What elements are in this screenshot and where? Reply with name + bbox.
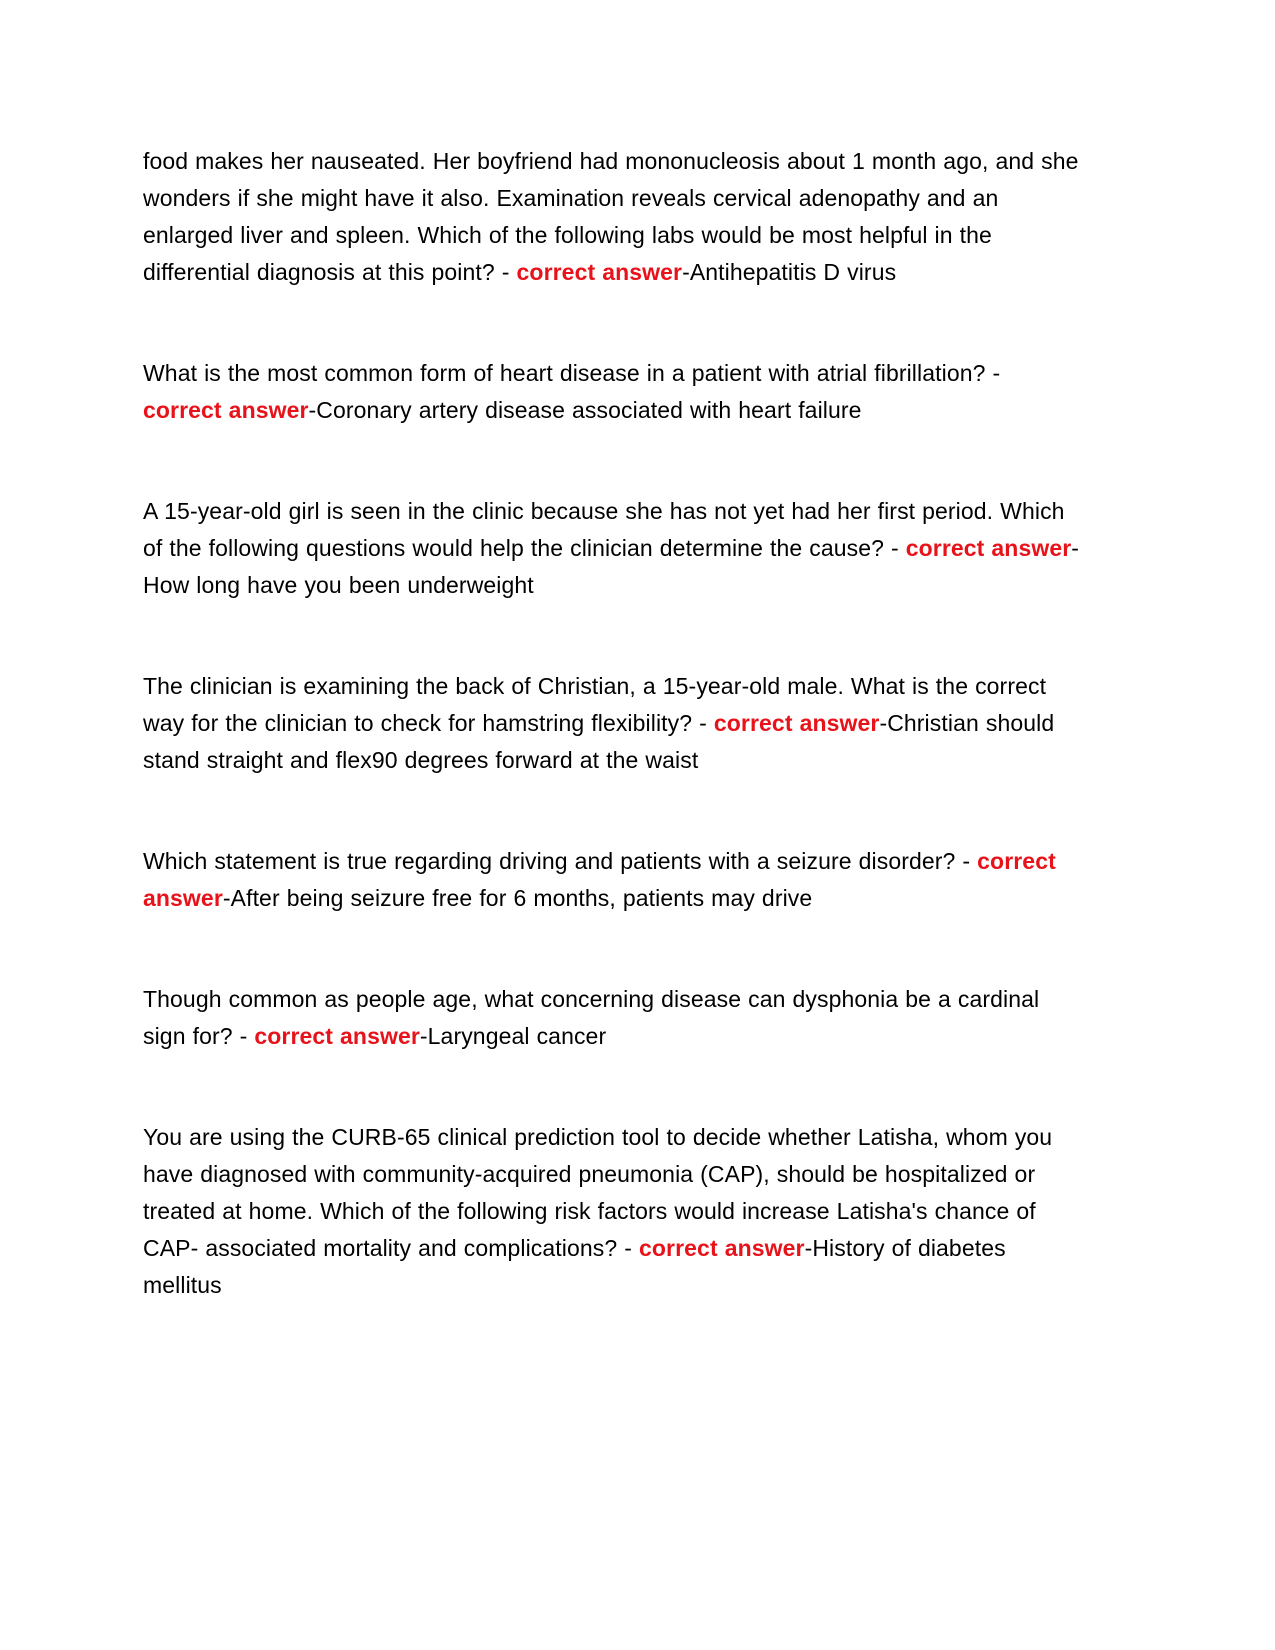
correct-answer-label: correct answer — [639, 1235, 805, 1261]
text-run: -Laryngeal cancer — [419, 1023, 607, 1049]
text-run: You are using the CURB-65 clinical prediction tool to decide whether Latisha, whom you have diagnosed with community-acquired pneumonia (CAP), should be hospitalized or treated at home. Which of the following risk factors would increase Latisha's chance of CAP- associated mortality and complications? - — [143, 1124, 1053, 1261]
correct-answer-label: correct answer — [905, 535, 1072, 561]
text-content — [143, 143, 1085, 1304]
correct-answer-label: correct answer — [516, 259, 683, 285]
text-run: The clinician is examining the back of Christian, a 15-year-old male. What is the correct way for the clinician to check for hamstring flexibility? - — [143, 673, 1047, 736]
paragraph — [143, 981, 1085, 1055]
text-run: -After being seizure free for 6 months, patients may drive — [222, 885, 813, 911]
paragraph — [143, 355, 1085, 429]
text-run: -History of diabetes mellitus — [143, 1235, 1006, 1298]
text-run: -Antihepatitis D virus — [682, 259, 897, 285]
paragraph — [143, 493, 1085, 604]
text-run: Which statement is true regarding driving and patients with a seizure disorder? - — [143, 848, 978, 874]
paragraph — [143, 1119, 1085, 1304]
text-run: A 15-year-old girl is seen in the clinic because she has not yet had her first period. Which of the following questions would help the clinician determine the cause? - — [143, 498, 1065, 561]
text-run: -Christian should stand straight and flex90 degrees forward at the waist — [143, 710, 1055, 773]
text-run: -Coronary artery disease associated with heart failure — [308, 397, 862, 423]
paragraph — [143, 143, 1085, 291]
correct-answer-label: correct answer — [143, 848, 1056, 911]
text-run: -How long have you been underweight — [143, 535, 1080, 598]
text-run: food makes her nauseated. Her boyfriend had mononucleosis about 1 month ago, and she wonders if she might have it also. Examination reveals cervical adenopathy and an enlarged liver and spleen. Which of the following labs would be most helpful in the differential diagnosis at this point? - — [143, 148, 1079, 285]
correct-answer-label: correct answer — [713, 710, 880, 736]
correct-answer-label: correct answer — [143, 397, 309, 423]
correct-answer-label: correct answer — [254, 1023, 420, 1049]
paragraph — [143, 843, 1085, 917]
text-run: What is the most common form of heart disease in a patient with atrial fibrillation? - — [143, 360, 1001, 386]
text-run: Though common as people age, what concerning disease can dysphonia be a cardinal sign for? - — [143, 986, 1040, 1049]
paragraph — [143, 668, 1085, 779]
